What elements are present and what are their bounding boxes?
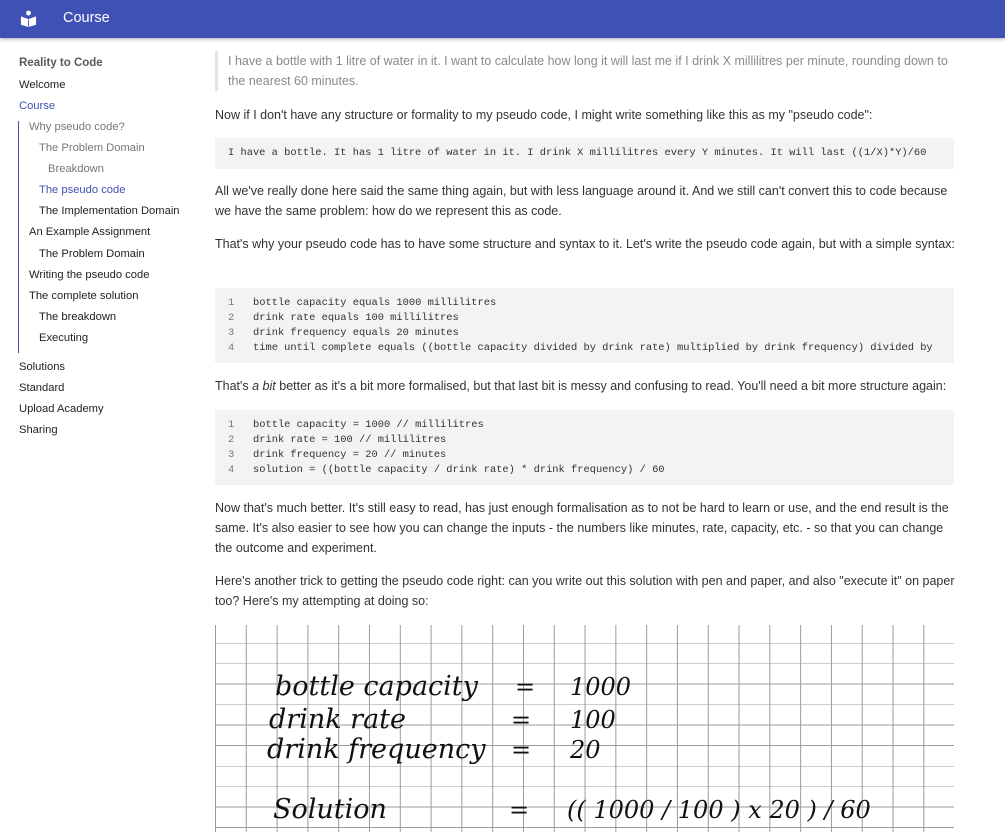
unstructured-code-text: I have a bottle. It has 1 litre of water in it. I drink X millilitres every Y minutes. It will last ((1/X)*Y)/60 <box>228 147 927 159</box>
paragraph-formalised-a: That's <box>215 379 253 393</box>
sidebar-item-example-assignment[interactable]: An Example Assignment <box>29 226 151 238</box>
line-number: 3 <box>228 449 235 461</box>
sidebar-item-complete-solution[interactable]: The complete solution <box>29 290 139 302</box>
sidebar-item-course[interactable]: Course <box>19 100 56 112</box>
sidebar-item-implementation-domain[interactable]: The Implementation Domain <box>39 205 180 217</box>
handwriting-drawing <box>215 625 954 832</box>
code-text: solution = ((bottle capacity / drink rate) * drink frequency) / 60 <box>253 464 665 476</box>
emphasis-a-bit: a bit <box>252 379 276 393</box>
top-app-bar <box>0 0 1005 38</box>
line-number: 2 <box>228 434 235 446</box>
sidebar-item-why-pseudo-code[interactable]: Why pseudo code? <box>29 121 125 133</box>
line-number: 4 <box>228 342 235 354</box>
book-reader-icon[interactable] <box>20 10 37 27</box>
article-content <box>215 38 955 832</box>
code-block-simple-syntax <box>215 288 954 363</box>
code-text: bottle capacity equals 1000 millilitres <box>253 297 497 309</box>
code-text: drink frequency equals 20 minutes <box>253 327 459 339</box>
handwritten-bottle-capacity: bottle capacity <box>275 671 478 702</box>
line-number: 1 <box>228 297 235 309</box>
handwritten-drink-rate: drink rate <box>269 704 406 735</box>
paragraph-same-problem: All we've really done here said the same thing again, but with less language around it. And we still can't convert this to code because we have the same problem: how do we represent this as code. <box>215 184 948 218</box>
handwritten-value-1000: 1000 <box>570 673 632 701</box>
sidebar-item-executing[interactable]: Executing <box>39 332 89 344</box>
handwritten-equals: = <box>511 706 532 734</box>
handwritten-solution: Solution <box>273 794 387 825</box>
sidebar-item-the-breakdown[interactable]: The breakdown <box>39 311 117 323</box>
line-number: 1 <box>228 419 235 431</box>
handwritten-grid-paper-image <box>215 625 954 832</box>
code-text: drink frequency = 20 // minutes <box>253 449 447 461</box>
paragraph-structure: That's why your pseudo code has to have some structure and syntax to it. Let's write the pseudo code again, but with a simple syntax: <box>215 237 955 251</box>
handwritten-drink-frequency: drink frequency <box>267 734 486 765</box>
code-text: time until complete equals ((bottle capacity divided by drink rate) multiplied by drink frequency) divided by <box>253 342 933 354</box>
app-title: Course <box>63 10 110 26</box>
sidebar-item-standard[interactable]: Standard <box>19 382 65 394</box>
sidebar-item-writing-pseudo-code[interactable]: Writing the pseudo code <box>29 269 150 281</box>
sidebar-item-problem-domain-2[interactable]: The Problem Domain <box>39 248 145 260</box>
paragraph-much-better: Now that's much better. It's still easy to read, has just enough formalisation as to not be hard to learn or use, and the end result is the same. It's also easier to see how you can change the inputs - the numbers like minutes, rate, capacity, etc. - so that you can change the outcome and experiment. <box>215 501 949 555</box>
code-block-formal-syntax <box>215 410 954 485</box>
sidebar-item-the-pseudo-code[interactable]: The pseudo code <box>39 184 126 196</box>
code-text: drink rate equals 100 millilitres <box>253 312 459 324</box>
paragraph-intro: Now if I don't have any structure or formality to my pseudo code, I might write something like this as my "pseudo code": <box>215 108 873 122</box>
paragraph-formalised-b: better as it's a bit more formalised, but that last bit is messy and confusing to read. You'll need a bit more structure again: <box>275 379 947 393</box>
paragraph-pen-and-paper: Here's another trick to getting the pseudo code right: can you write out this solution with pen and paper, and also "execute it" on paper too? Here's my attempting at doing so: <box>215 574 955 608</box>
line-number: 2 <box>228 312 235 324</box>
sidebar-item-breakdown[interactable]: Breakdown <box>48 163 104 175</box>
line-number: 4 <box>228 464 235 476</box>
handwritten-value-100: 100 <box>570 706 616 734</box>
unstructured-code-block <box>215 138 954 169</box>
handwritten-equals: = <box>515 673 536 701</box>
sidebar-item-problem-domain[interactable]: The Problem Domain <box>39 142 145 154</box>
sidebar-nav <box>0 38 200 832</box>
sidebar-item-sharing[interactable]: Sharing <box>19 424 58 436</box>
sidebar-item-solutions[interactable]: Solutions <box>19 361 66 373</box>
code-text: bottle capacity = 1000 // millilitres <box>253 419 484 431</box>
paragraph-formalised <box>215 376 955 396</box>
handwritten-value-20: 20 <box>570 736 601 764</box>
sidebar-item-upload-academy[interactable]: Upload Academy <box>19 403 104 415</box>
handwritten-equals: = <box>511 736 532 764</box>
line-number: 3 <box>228 327 235 339</box>
sidebar-root-title[interactable]: Reality to Code <box>19 57 103 69</box>
code-text: drink rate = 100 // millilitres <box>253 434 447 446</box>
handwritten-equals: = <box>509 796 530 824</box>
handwritten-solution-expression: (( 1000 / 100 ) x 20 ) / 60 <box>567 796 871 824</box>
active-section-guide <box>18 121 19 353</box>
sidebar-item-welcome[interactable]: Welcome <box>19 79 66 91</box>
problem-quote: I have a bottle with 1 litre of water in it. I want to calculate how long it will last me if I drink X millilitres per minute, rounding down to the nearest 60 minutes. <box>215 51 955 91</box>
